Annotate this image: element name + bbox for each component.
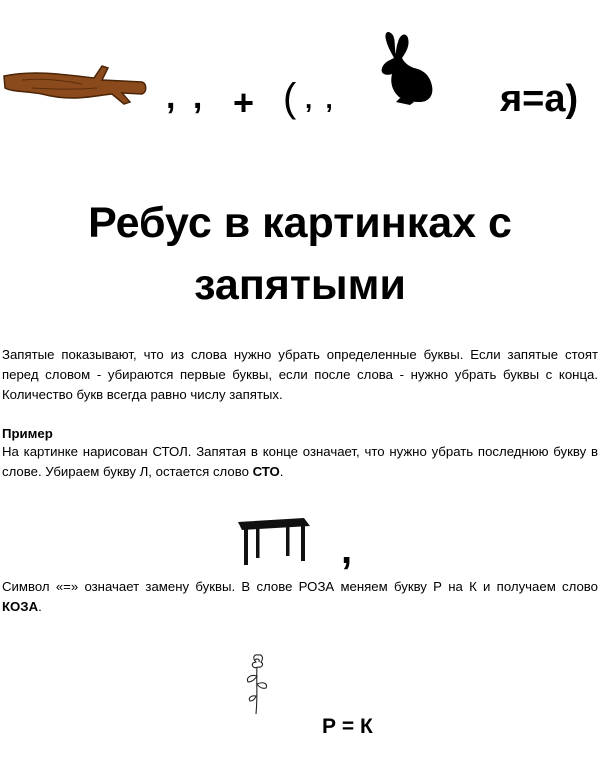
- replace-text: Символ «=» означает замену буквы. В слове РОЗА меняем букву Р на К и получаем слово: [2, 579, 598, 594]
- replace-formula: Р = К: [322, 715, 373, 738]
- rebus-commas-1: , ,: [166, 78, 207, 116]
- rose-icon: [240, 652, 274, 716]
- rebus-open-paren: (: [283, 76, 297, 120]
- title-line-2: запятыми: [194, 261, 406, 309]
- rabbit-icon: [372, 30, 436, 110]
- page-title: [0, 192, 600, 316]
- example-text: На картинке нарисован СТОЛ. Запятая в конце означает, что нужно убрать последнюю букву в слове. Убираем букву Л, остается слово: [2, 444, 598, 479]
- title-line-1: Ребус в картинках с: [88, 199, 512, 247]
- rebus-commas-2: , ,: [305, 84, 336, 114]
- branch-icon: [2, 58, 150, 120]
- table-icon: [234, 512, 312, 568]
- replace-paragraph: [2, 577, 598, 617]
- intro-paragraph: Запятые показывают, что из слова нужно убрать определенные буквы. Если запятые стоят перед словом - убираются первые буквы, если после слова - нужно убрать буквы с конца. Количество букв всегда равно числу запятых.: [2, 347, 598, 402]
- replace-text-end: .: [38, 599, 42, 614]
- example-paragraph: [2, 442, 598, 482]
- example-comma: ,: [341, 528, 353, 572]
- example-heading: Пример: [2, 426, 53, 441]
- example-result-word: СТО: [252, 464, 280, 479]
- rebus-replace: я=а): [500, 78, 579, 120]
- replace-result-word: КОЗА: [2, 599, 39, 614]
- rebus-row: [0, 20, 600, 130]
- rebus-plus: +: [233, 82, 255, 123]
- example-text-end: .: [279, 464, 284, 479]
